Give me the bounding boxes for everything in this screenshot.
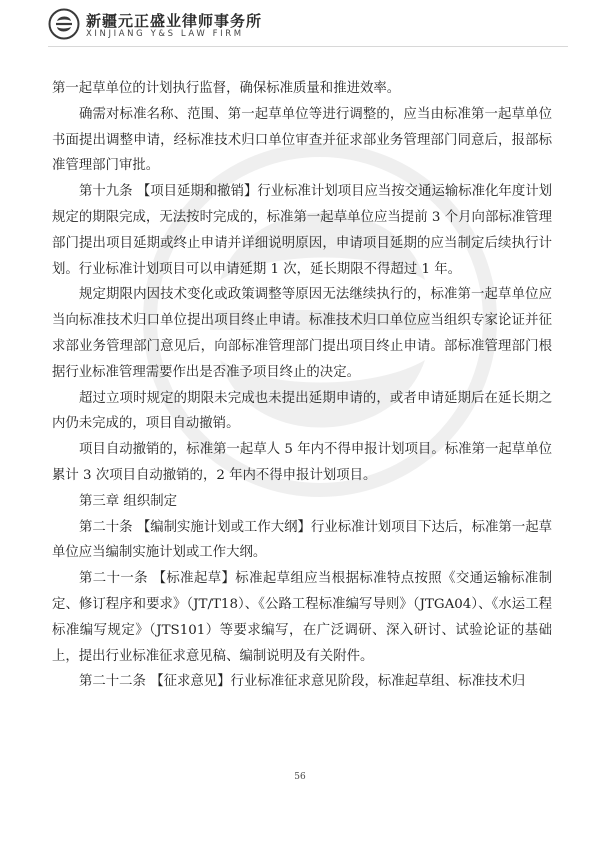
article-22: 第二十二条 【征求意见】行业标准征求意见阶段，标准起草组、标准技术归 <box>79 674 526 690</box>
paragraph: 超过立项时规定的期限未完成也未提出延期申请的，或者申请延期后在延长期之内仍未完成的，项目自动撤销。 <box>52 390 552 432</box>
page-header <box>48 8 568 42</box>
paragraph: 规定期限内因技术变化或政策调整等原因无法继续执行的，标准第一起草单位应当向标准技术归口单位提出项目终止申请。标准技术归口单位应当组织专家论证并征求部业务管理部门意见后，向部标准管理部门提出项目终止申请。部标准管理部门根据行业标准管理需要作出是否准予项目终止的决定。 <box>52 287 552 380</box>
article-19: 第十九条 【项目延期和撤销】行业标准计划项目应当按交通运输标准化年度计划规定的期限完成，无法按时完成的，标准第一起草单位应当提前 3 个月向部标准管理部门提出项目延期或终止申请并详细说明原因，申请项目延期的应当制定后续执行计划。行业标准计划项目可以申请延期 1 次，延长期限不得超过 1 年。 <box>52 184 552 277</box>
paragraph: 项目自动撤销的，标准第一起草人 5 年内不得申报计划项目。标准第一起草单位累计 3 次项目自动撤销的，2 年内不得申报计划项目。 <box>52 442 552 483</box>
document-body <box>52 76 552 695</box>
article-21: 第二十一条 【标准起草】标准起草组应当根据标准特点按照《交通运输标准制定、修订程序和要求》（JT/T18）、《公路工程标准编写导则》（JTGA04）、《水运工程标准编写规定》（JTS101）等要求编写，在广泛调研、深入研讨、试验论证的基础上，提出行业标准征求意见稿、编制说明及有关附件。 <box>52 571 552 664</box>
firm-name-cn: 新疆元正盛业律师事务所 <box>86 12 263 30</box>
header-divider <box>48 46 568 47</box>
page-number: 56 <box>294 772 306 782</box>
article-20: 第二十条 【编制实施计划或工作大纲】行业标准计划项目下达后，标准第一起草单位应当编制实施计划或工作大纲。 <box>52 519 552 561</box>
firm-name-en: XINJIANG Y&S LAW FIRM <box>86 29 244 39</box>
firm-logo-icon <box>48 8 80 40</box>
paragraph: 确需对标准名称、范围、第一起草单位等进行调整的，应当由标准第一起草单位书面提出调整申请，经标准技术归口单位审查并征求部业务管理部门同意后，报部标准管理部门审批。 <box>52 106 552 174</box>
paragraph: 第一起草单位的计划执行监督，确保标准质量和推进效率。 <box>52 81 401 96</box>
chapter-heading: 第三章 组织制定 <box>79 493 177 509</box>
